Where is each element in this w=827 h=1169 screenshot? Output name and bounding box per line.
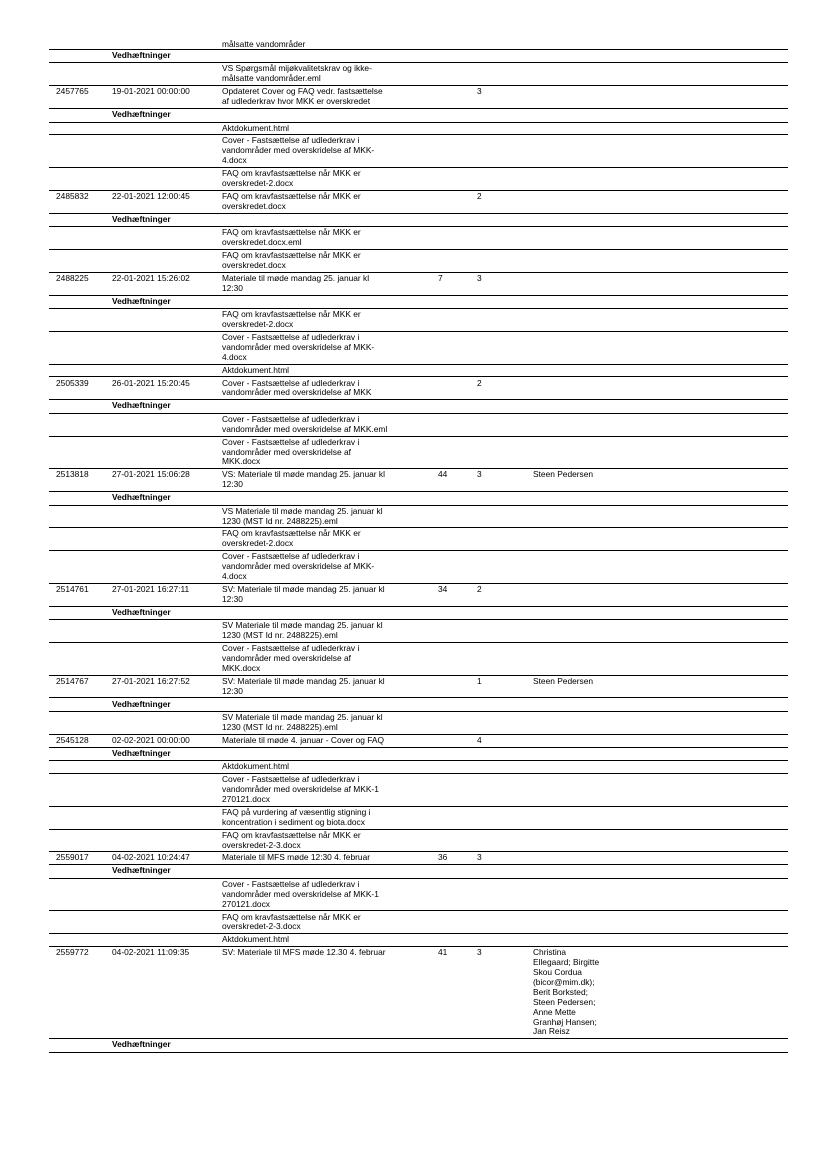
record-date: 26-01-2021 15:20:45: [112, 377, 190, 388]
record-title-line: VS: Materiale til møde mandag 25. januar kl: [222, 469, 385, 480]
record-title-line: Materiale til møde 4. januar - Cover og FAQ: [222, 734, 384, 745]
record-title: [222, 948, 386, 958]
attachment-name-line: FAQ om kravfastsættelse når MKK er: [222, 829, 361, 840]
attachment-row: [49, 807, 788, 830]
record-id: 2514767: [56, 675, 89, 686]
attachment-row: [49, 365, 788, 378]
attachment-name: [222, 644, 359, 674]
attachment-row: [49, 168, 788, 191]
attachment-name-line: Cover - Fastsættelse af udlederkrav i: [222, 413, 360, 424]
record-recipients-line: Christina: [533, 947, 567, 958]
record-id: 2457765: [56, 86, 89, 97]
record-count-b: 2: [477, 377, 482, 388]
attachment-name-line: Cover - Fastsættelse af udlederkrav i: [222, 135, 360, 146]
attachment-name: [222, 136, 374, 166]
attachment-name-line: vandområder med overskridelse af MKK-1: [222, 888, 379, 899]
attachment-name: [222, 333, 374, 363]
attachment-row: [49, 761, 788, 774]
attachment-row: [49, 643, 788, 676]
attachment-name-line: Aktdokument.html: [222, 364, 290, 375]
attachment-name: [222, 762, 289, 772]
attachment-name-line: Aktdokument.html: [222, 934, 290, 945]
record-row: [49, 469, 788, 492]
record-count-b: 4: [477, 734, 482, 745]
record-title-line: Cover - Fastsættelse af udlederkrav i: [222, 377, 360, 388]
attachments-label-row: [49, 748, 788, 762]
attachment-name-line: FAQ på vurdering af væsentlig stigning i: [222, 806, 371, 817]
record-count-a: 44: [438, 469, 448, 480]
attachment-row: [49, 506, 788, 529]
attachment-name-line: vandområder med overskridelse af MKK-1: [222, 784, 379, 794]
attachment-name-line: overskredet.docx.eml: [222, 237, 302, 248]
record-title: [222, 736, 384, 746]
attachments-label-row: [49, 400, 788, 414]
attachments-label: Vedhæftninger: [112, 698, 171, 709]
attachment-name: [222, 438, 359, 468]
record-title-line: 12:30: [222, 282, 243, 293]
attachments-label-row: [49, 50, 788, 64]
record-title-line: overskredet.docx: [222, 200, 286, 211]
attachment-name-line: Aktdokument.html: [222, 761, 290, 772]
attachments-label: Vedhæftninger: [112, 49, 171, 60]
attachment-row: [49, 414, 788, 437]
attachments-label: Vedhæftninger: [112, 213, 171, 224]
attachment-name: [222, 913, 361, 933]
record-row: [49, 852, 788, 865]
record-recipients: [533, 470, 593, 480]
record-title: [222, 470, 385, 490]
record-count-b: 3: [477, 947, 482, 958]
record-title: [222, 379, 371, 399]
attachment-name: [222, 64, 372, 84]
attachment-row: [49, 63, 788, 86]
attachment-name: [222, 251, 361, 271]
attachments-label-row: [49, 214, 788, 228]
record-recipients-line: (bicor@mim.dk);: [533, 976, 595, 987]
attachments-label: Vedhæftninger: [112, 295, 171, 306]
record-id: 2559017: [56, 852, 89, 863]
record-id: 2505339: [56, 377, 89, 388]
record-id: 2559772: [56, 947, 89, 958]
attachment-name-line: vandområder med overskridelse af MKK.eml: [222, 423, 388, 434]
record-recipients-line: Ellegaard; Birgitte: [533, 957, 600, 968]
attachment-row: [49, 879, 788, 912]
attachment-row: [49, 934, 788, 947]
record-title-line: SV: Materiale til møde mandag 25. januar kl: [222, 675, 385, 686]
attachment-name-line: FAQ om kravfastsættelse når MKK er: [222, 168, 361, 179]
attachment-name-line: 4.docx: [222, 351, 247, 362]
record-id: 2513818: [56, 469, 89, 480]
record-row: [49, 735, 788, 748]
attachment-name-line: målsatte vandområder.eml: [222, 73, 321, 84]
attachment-name-line: 1230 (MST Id nr. 2488225).eml: [222, 630, 338, 641]
attachment-name: [222, 169, 361, 189]
record-title-line: Opdateret Cover og FAQ vedr. fastsættelse: [222, 86, 383, 97]
attachment-name: [222, 880, 379, 910]
record-date: 22-01-2021 12:00:45: [112, 190, 190, 201]
record-recipients-line: Steen Pedersen: [533, 675, 594, 686]
record-title-line: FAQ om kravfastsættelse når MKK er: [222, 190, 361, 201]
attachment-row: [49, 123, 788, 136]
attachments-label: Vedhæftninger: [112, 747, 171, 758]
fragment-title-line: målsatte vandområder: [222, 39, 306, 49]
record-count-a: 41: [438, 947, 448, 958]
attachment-name: [222, 808, 371, 828]
attachments-label-row: [49, 607, 788, 621]
attachment-name-line: Cover - Fastsættelse af udlederkrav i: [222, 551, 360, 562]
record-title: [222, 677, 385, 697]
attachment-name-line: overskredet-2-3.docx: [222, 839, 301, 850]
attachment-name-line: koncentration i sediment og biota.docx: [222, 816, 365, 827]
attachment-name-line: Cover - Fastsættelse af udlederkrav i: [222, 331, 360, 342]
record-recipients-line: Steen Pedersen;: [533, 996, 596, 1007]
attachment-name: [222, 775, 379, 805]
attachment-row: [49, 712, 788, 735]
attachment-name-line: 270121.docx: [222, 898, 270, 909]
record-title: [222, 192, 361, 212]
attachments-label-row: [49, 109, 788, 123]
record-row: [49, 273, 788, 296]
record-id: 2514761: [56, 583, 89, 594]
record-count-a: 34: [438, 583, 448, 594]
record-date: 27-01-2021 16:27:11: [112, 583, 190, 594]
attachment-row: [49, 620, 788, 643]
attachments-label-row: [49, 865, 788, 879]
attachments-label: Vedhæftninger: [112, 606, 171, 617]
attachment-name: [222, 935, 289, 945]
record-count-b: 3: [477, 86, 482, 97]
attachment-name-line: 270121.docx: [222, 793, 270, 804]
attachment-name: [222, 415, 387, 435]
record-recipients-line: Berit Borksted;: [533, 986, 588, 997]
attachment-name-line: Cover - Fastsættelse af udlederkrav i: [222, 643, 360, 653]
attachment-name-line: overskredet-2.docx: [222, 319, 294, 329]
attachment-name-line: FAQ om kravfastsættelse når MKK er: [222, 227, 361, 238]
record-title-line: 12:30: [222, 479, 243, 490]
attachment-name-line: Aktdokument.html: [222, 122, 290, 133]
attachments-label-row: [49, 1039, 788, 1053]
attachment-name-line: overskredet-2-3.docx: [222, 921, 301, 932]
attachment-name-line: Cover - Fastsættelse af udlederkrav i: [222, 774, 360, 785]
attachment-name-line: vandområder med overskridelse af MKK-: [222, 145, 375, 156]
attachment-row: [49, 774, 788, 807]
attachment-row: [49, 551, 788, 584]
attachment-name-line: overskredet.docx: [222, 259, 286, 270]
attachments-label: Vedhæftninger: [112, 109, 171, 119]
attachment-name-line: 1230 (MST Id nr. 2488225).eml: [222, 515, 338, 526]
record-date: 02-02-2021 00:00:00: [112, 734, 190, 745]
record-recipients: [533, 948, 599, 1037]
attachment-name: [222, 310, 361, 330]
record-recipients: [533, 677, 593, 687]
record-count-b: 1: [477, 675, 482, 686]
attachment-name: [222, 366, 289, 376]
attachment-row: [49, 528, 788, 551]
record-date: 22-01-2021 15:26:02: [112, 272, 190, 283]
record-count-b: 3: [477, 469, 482, 480]
record-id: 2545128: [56, 734, 89, 745]
attachment-name-line: 4.docx: [222, 155, 247, 166]
attachment-name: [222, 831, 361, 851]
record-title-line: Materiale til møde mandag 25. januar kl: [222, 272, 370, 283]
record-date: 19-01-2021 00:00:00: [112, 86, 190, 97]
attachment-name-line: Cover - Fastsættelse af udlederkrav i: [222, 878, 360, 889]
record-title-line: 12:30: [222, 685, 243, 696]
record-date: 04-02-2021 11:09:35: [112, 947, 190, 958]
record-row: [49, 584, 788, 607]
record-recipients-line: Skou Cordua: [533, 967, 582, 977]
record-id: 2488225: [56, 272, 89, 283]
attachment-row: [49, 332, 788, 365]
attachment-row: [49, 135, 788, 168]
attachment-name-line: vandområder med overskridelse af MKK-: [222, 341, 375, 352]
fragment-title: [222, 40, 305, 50]
attachment-name: [222, 713, 383, 733]
attachment-name: [222, 124, 289, 134]
record-row: [49, 947, 788, 1039]
record-title-line: af udlederkrav hvor MKK er overskredet: [222, 96, 371, 107]
attachment-name-line: 1230 (MST Id nr. 2488225).eml: [222, 721, 338, 732]
record-row: [49, 191, 788, 214]
attachment-name-line: VS Spørgsmål mijøkvalitetskrav og ikke-: [222, 63, 372, 74]
attachment-name-line: vandområder med overskridelse af MKK-: [222, 561, 375, 572]
fragment-row: [49, 39, 788, 50]
record-date: 27-01-2021 15:06:28: [112, 469, 190, 480]
record-row: [49, 676, 788, 699]
attachment-row: [49, 250, 788, 273]
attachment-name: [222, 507, 383, 527]
attachments-label: Vedhæftninger: [112, 1039, 171, 1050]
record-recipients-line: Granhøj Hansen;: [533, 1016, 597, 1027]
record-title-line: SV: Materiale til MFS møde 12.30 4. februar: [222, 947, 386, 958]
attachment-row: [49, 912, 788, 935]
attachment-row: [49, 830, 788, 853]
attachments-label: Vedhæftninger: [112, 400, 171, 411]
record-row: [49, 86, 788, 109]
attachment-name-line: SV Materiale til møde mandag 25. januar kl: [222, 712, 383, 722]
record-title: [222, 87, 383, 107]
attachment-name-line: 4.docx: [222, 571, 247, 581]
record-id: 2485832: [56, 190, 89, 201]
record-row: [49, 378, 788, 401]
attachments-label: Vedhæftninger: [112, 865, 171, 876]
attachment-row: [49, 437, 788, 470]
record-date: 27-01-2021 16:27:52: [112, 675, 190, 686]
record-title-line: 12:30: [222, 593, 243, 604]
attachments-label-row: [49, 699, 788, 713]
record-count-a: 36: [438, 852, 448, 863]
attachment-name-line: MKK.docx: [222, 662, 261, 673]
attachment-name: [222, 529, 361, 549]
attachment-name: [222, 552, 374, 582]
attachments-label-row: [49, 492, 788, 506]
record-count-b: 3: [477, 272, 482, 283]
record-count-b: 2: [477, 190, 482, 201]
record-date: 04-02-2021 10:24:47: [112, 852, 190, 863]
attachment-name: [222, 228, 361, 248]
attachment-name: [222, 621, 383, 641]
attachment-name-line: FAQ om kravfastsættelse når MKK er: [222, 309, 361, 320]
attachment-name-line: overskredet-2.docx: [222, 538, 294, 549]
attachment-name-line: FAQ om kravfastsættelse når MKK er: [222, 911, 361, 922]
record-title-line: SV: Materiale til møde mandag 25. januar kl: [222, 583, 385, 594]
record-count-b: 3: [477, 852, 482, 863]
attachment-name-line: FAQ om kravfastsættelse når MKK er: [222, 250, 361, 260]
attachment-name-line: vandområder med overskridelse af: [222, 446, 351, 457]
record-title: [222, 853, 370, 863]
attachment-name-line: overskredet-2.docx: [222, 178, 294, 188]
attachment-name-line: MKK.docx: [222, 456, 261, 467]
attachment-name-line: FAQ om kravfastsættelse når MKK er: [222, 528, 361, 539]
record-recipients-line: Anne Mette: [533, 1006, 576, 1017]
attachments-label: Vedhæftninger: [112, 492, 171, 503]
attachment-name-line: VS Materiale til møde mandag 25. januar kl: [222, 505, 383, 516]
record-title-line: vandområder med overskridelse af MKK: [222, 387, 372, 398]
record-count-a: 7: [438, 272, 443, 283]
record-recipients-line: Jan Reisz: [533, 1026, 570, 1037]
record-title-line: Materiale til MFS møde 12:30 4. februar: [222, 852, 371, 863]
attachment-row: [49, 227, 788, 250]
attachment-row: [49, 309, 788, 332]
record-recipients-line: Steen Pedersen: [533, 469, 594, 480]
record-title: [222, 274, 369, 294]
attachments-label-row: [49, 296, 788, 310]
attachment-name-line: vandområder med overskridelse af: [222, 652, 351, 663]
record-count-b: 2: [477, 583, 482, 594]
record-title: [222, 585, 385, 605]
attachment-name-line: Cover - Fastsættelse af udlederkrav i: [222, 436, 360, 447]
attachment-name-line: SV Materiale til møde mandag 25. januar kl: [222, 620, 383, 631]
